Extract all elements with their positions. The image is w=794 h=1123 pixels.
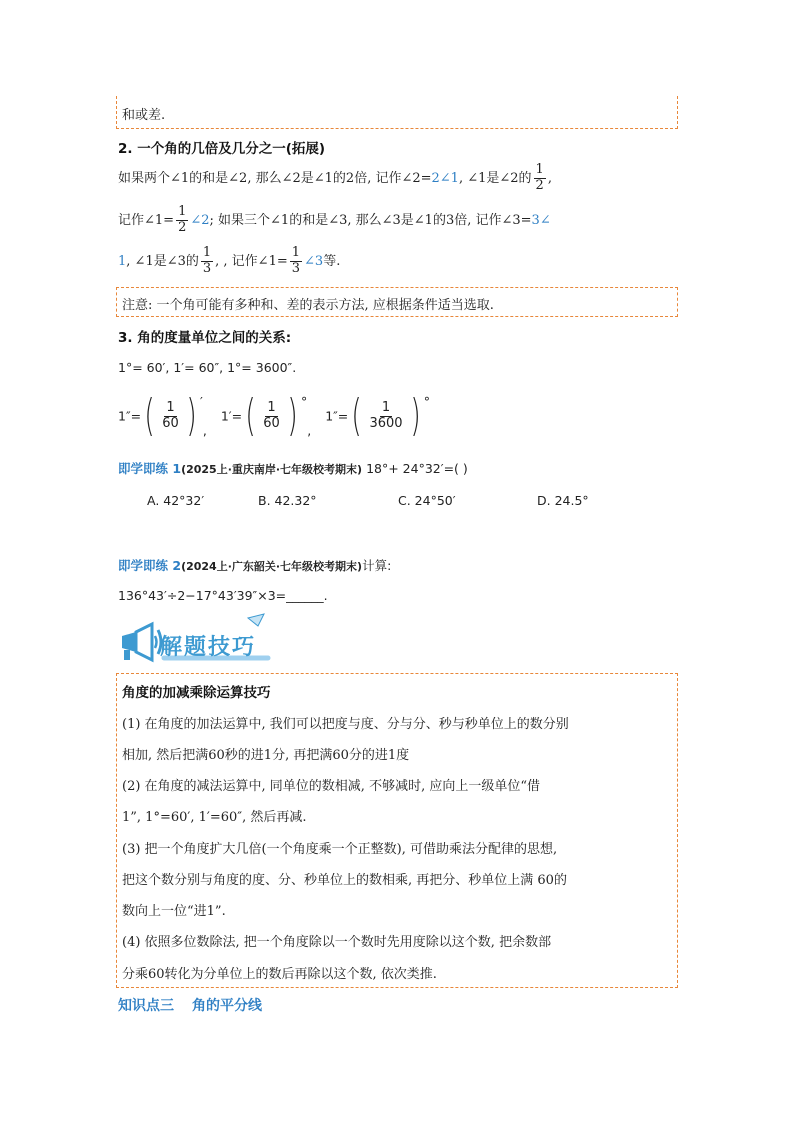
math-blue: 3∠ xyxy=(531,212,551,228)
section2-line3 xyxy=(118,246,340,277)
tips-line: 1”, 1°=60′, 1′=60″, 然后再减. xyxy=(122,810,307,825)
text-span: 等. xyxy=(323,253,341,269)
frac-num: 1 xyxy=(291,245,301,260)
text-span: , ∠1是∠3的 xyxy=(126,253,199,269)
right-paren: ) xyxy=(287,390,298,441)
option-b[interactable]: B. 42.32° xyxy=(258,493,317,508)
fraction-third xyxy=(290,246,302,277)
knowledge-point-label: 知识点三 xyxy=(118,998,174,1014)
frac-den: 2 xyxy=(178,219,187,235)
unit-mark: ° xyxy=(300,394,308,409)
text-span: 记作∠1= xyxy=(118,212,175,228)
exercise2-source: (2024上·广东韶关·七年级校考期末) xyxy=(181,560,363,573)
option-c[interactable]: C. 24°50′ xyxy=(398,493,456,508)
tips-line: 数向上一位“进1”. xyxy=(122,904,226,919)
frac-num: 1 xyxy=(178,204,187,219)
exercise2-expr-line xyxy=(118,588,328,603)
section2-line1 xyxy=(118,163,552,194)
comma: , xyxy=(307,423,312,438)
exercise1-source: (2025上·重庆南岸·七年级校考期末) xyxy=(181,463,363,476)
formula-left: 1′= xyxy=(220,408,243,424)
text-span: ; 如果三个∠1的和是∠3, 那么∠3是∠1的3倍, 记作∠3= xyxy=(209,212,532,228)
frac-num: 1 xyxy=(202,245,212,260)
section2-heading: 2. 一个角的几倍及几分之一(拓展) xyxy=(118,141,326,157)
frac-den: 3 xyxy=(291,260,301,276)
unit-formulas xyxy=(118,390,430,441)
fraction-half xyxy=(176,205,188,236)
tips-heading: 角度的加减乘除运算技巧 xyxy=(122,685,271,701)
text-span: , , 记作∠1= xyxy=(215,253,288,269)
formula-left: 1″= xyxy=(325,408,349,424)
formula-left: 1″= xyxy=(118,408,142,424)
note-text: 注意: 一个角可能有多种和、差的表示方法, 应根据条件适当选取. xyxy=(122,298,494,313)
frac-den: 3 xyxy=(202,260,212,276)
math-blue: ∠3 xyxy=(304,253,324,269)
tips-line: 分乘60转化为分单位上的数后再除以这个数, 依次类推. xyxy=(122,967,437,982)
frac-num: 1 xyxy=(535,162,544,177)
tips-banner-title: 解题技巧 xyxy=(160,635,257,660)
tips-line: (2) 在角度的减法运算中, 同单位的数相减, 不够减时, 应向上一级单位“借 xyxy=(122,779,540,794)
exercise1-label: 即学即练 1 xyxy=(118,461,182,476)
tips-line: (4) 依照多位数除法, 把一个角度除以一个数时先用度除以这个数, 把余数部 xyxy=(122,935,552,950)
comma: , xyxy=(202,423,207,438)
fraction-third xyxy=(201,246,213,277)
exercise2 xyxy=(118,556,391,574)
formula-fraction xyxy=(261,401,282,432)
knowledge-point-heading xyxy=(118,995,262,1015)
frac-num: 1 xyxy=(381,399,391,415)
exercise2-label: 即学即练 2 xyxy=(118,558,182,573)
exercise1 xyxy=(118,459,468,477)
tips-line: 把这个数分别与角度的度、分、秒单位上的数相乘, 再把分、秒单位上满 60的 xyxy=(122,873,567,888)
top-box-text: 和或差. xyxy=(122,108,166,123)
tips-line: 相加, 然后把满60秒的进1分, 再把满60分的进1度 xyxy=(122,748,410,763)
frac-num: 1 xyxy=(166,399,175,415)
left-paren: ( xyxy=(144,390,155,441)
right-paren: ) xyxy=(186,390,197,441)
text-span: 如果两个∠1的和是∠2, 那么∠2是∠1的2倍, 记作∠2= xyxy=(118,170,432,186)
answer-blank[interactable]: ______. xyxy=(286,588,328,603)
math-blue: 1 xyxy=(118,253,127,269)
exercise2-expr: 136°43′÷2−17°43′39″×3= xyxy=(118,588,287,603)
frac-den: 3600 xyxy=(369,415,403,431)
tips-banner xyxy=(118,612,278,666)
frac-den: 60 xyxy=(263,415,280,431)
frac-den: 2 xyxy=(535,177,544,193)
exercise1-question: 18°+ 24°32′=( ) xyxy=(366,461,468,476)
text-span: , ∠1是∠2的 xyxy=(458,170,532,186)
tips-line: (3) 把一个角度扩大几倍(一个角度乘一个正整数), 可借助乘法分配律的思想, xyxy=(122,842,558,857)
exercise2-prompt: 计算: xyxy=(362,558,392,573)
unit-relations: 1°= 60′, 1′= 60″, 1°= 3600″. xyxy=(118,360,297,375)
frac-den: 60 xyxy=(162,415,179,431)
option-a[interactable]: A. 42°32′ xyxy=(147,493,205,508)
formula-fraction xyxy=(160,401,181,432)
frac-num: 1 xyxy=(267,399,276,415)
option-d[interactable]: D. 24.5° xyxy=(537,493,589,508)
left-paren: ( xyxy=(351,390,363,441)
section2-line2 xyxy=(118,205,551,236)
knowledge-point-title: 角的平分线 xyxy=(192,998,262,1014)
tips-line: (1) 在角度的加法运算中, 我们可以把度与度、分与分、秒与秒单位上的数分别 xyxy=(122,717,569,732)
section3-heading: 3. 角的度量单位之间的关系: xyxy=(118,330,292,346)
math-blue: 2∠1 xyxy=(431,170,459,186)
math-blue: ∠2 xyxy=(190,212,210,228)
right-paren: ) xyxy=(409,390,421,441)
left-paren: ( xyxy=(245,390,256,441)
formula-fraction xyxy=(367,401,404,432)
unit-mark: ° xyxy=(423,394,430,409)
top-content-box xyxy=(116,96,678,129)
fraction-half xyxy=(534,163,546,194)
unit-mark: ′ xyxy=(200,394,203,409)
text-span: , xyxy=(547,170,552,186)
